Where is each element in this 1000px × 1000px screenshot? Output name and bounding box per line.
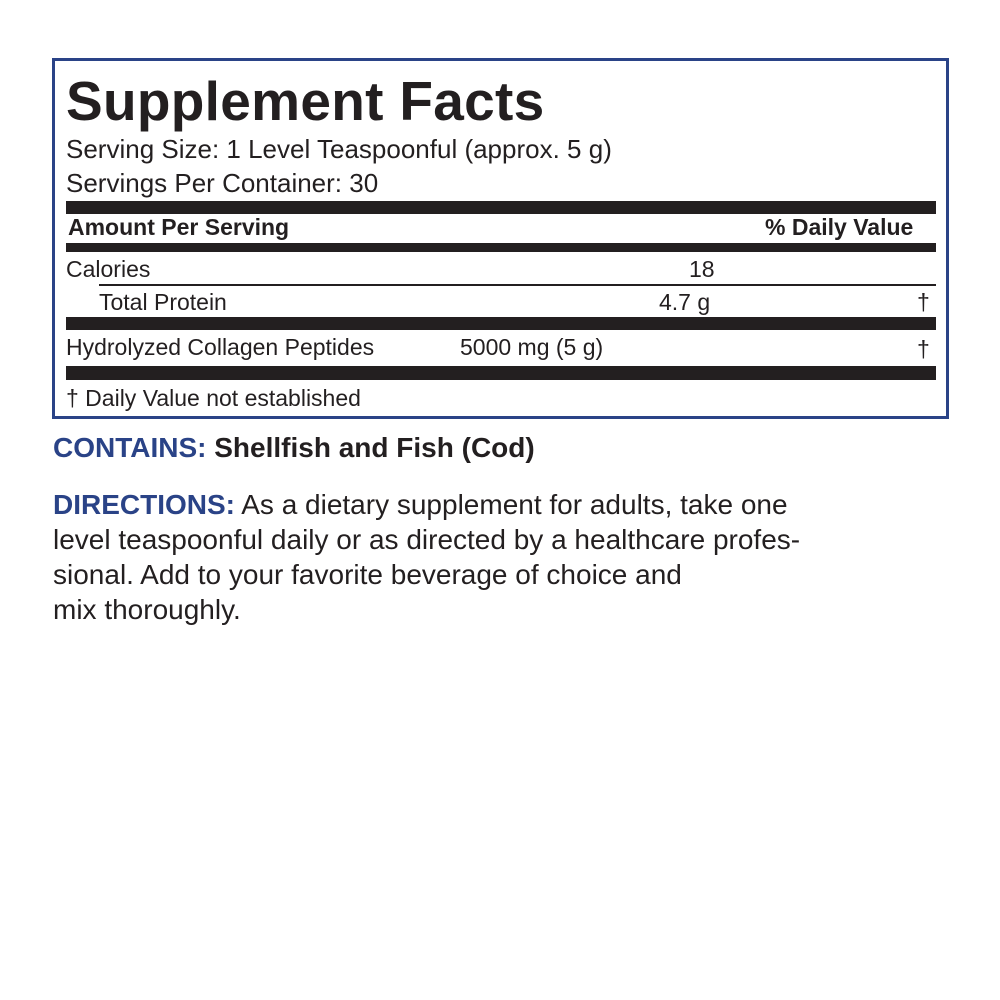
- collagen-amount: 5000 mg (5 g): [460, 334, 604, 360]
- contains-label: CONTAINS:: [53, 432, 207, 463]
- directions-line-3: sional. Add to your favorite beverage of choice and: [53, 559, 682, 590]
- serving-size: Serving Size: 1 Level Teaspoonful (approx. 5 g): [66, 134, 612, 164]
- directions-label: DIRECTIONS:: [53, 489, 235, 520]
- total-protein-amount: 4.7 g: [659, 289, 711, 315]
- collagen-label: Hydrolyzed Collagen Peptides: [66, 334, 375, 360]
- thick-divider: [66, 317, 936, 330]
- directions-line-2: level teaspoonful daily or as directed by a healthcare profes-: [53, 524, 801, 555]
- thick-divider: [66, 366, 936, 380]
- servings-per-container: Servings Per Container: 30: [66, 168, 379, 198]
- thin-divider: [99, 284, 936, 286]
- collagen-dv: †: [917, 336, 930, 362]
- header-amount-per-serving: Amount Per Serving: [68, 214, 290, 240]
- directions-line-1: [53, 487, 788, 522]
- calories-label: Calories: [66, 256, 151, 282]
- contains-statement: [53, 430, 535, 465]
- calories-amount: 18: [689, 256, 715, 282]
- header-daily-value: % Daily Value: [765, 214, 914, 240]
- contains-text: Shellfish and Fish (Cod): [214, 432, 535, 463]
- supplement-facts-panel: [52, 58, 949, 419]
- medium-divider: [66, 243, 936, 252]
- total-protein-dv: †: [917, 289, 930, 315]
- directions-text-1: As a dietary supplement for adults, take one: [241, 489, 788, 520]
- total-protein-label: Total Protein: [99, 289, 227, 315]
- directions-line-4: mix thoroughly.: [53, 594, 241, 625]
- panel-title: Supplement Facts: [66, 70, 545, 132]
- footnote: † Daily Value not established: [66, 385, 361, 411]
